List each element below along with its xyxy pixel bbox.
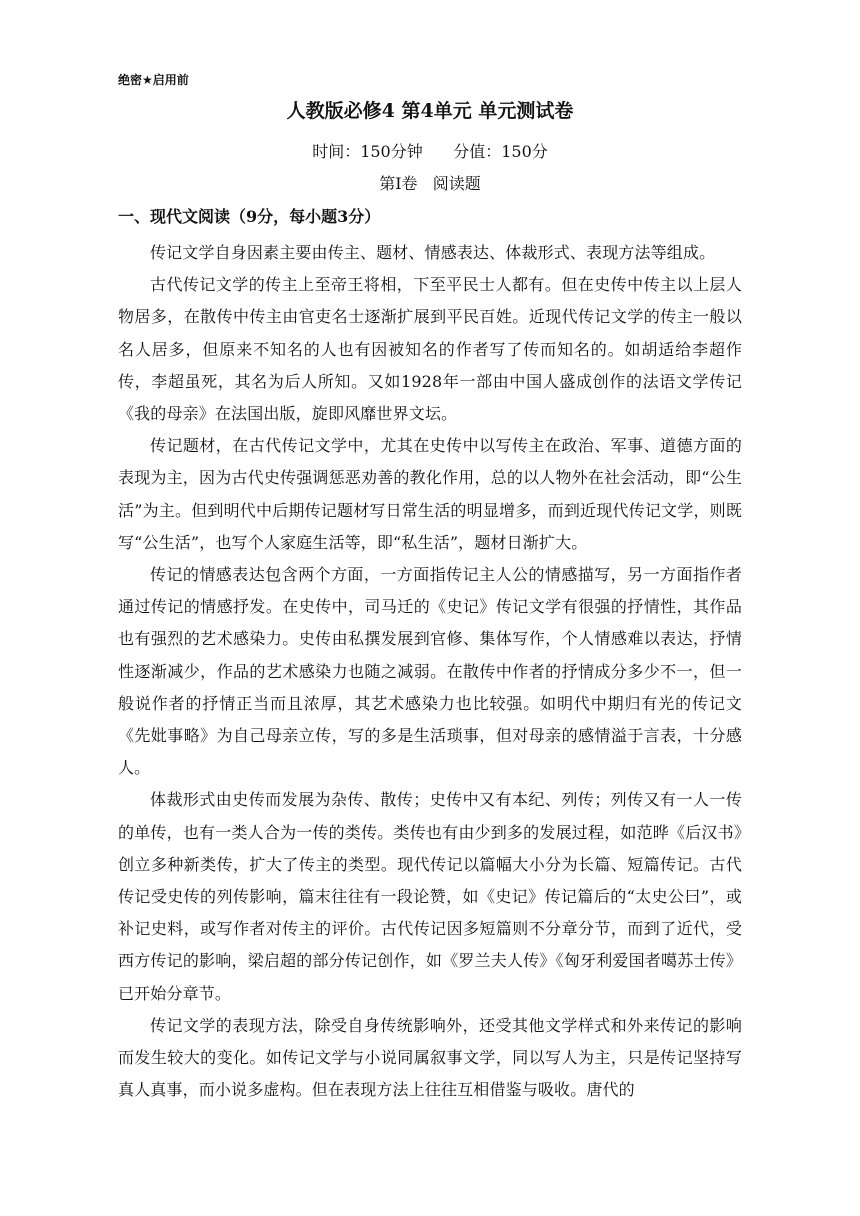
confidential-label: 绝密★启用前	[118, 73, 189, 87]
volume-heading: 第I卷 阅读题	[379, 174, 481, 193]
paragraph-2: 古代传记文学的传主上至帝王将相，下至平民士人都有。但在史传中传主以上层人物居多，在散传中传主由官吏名士逐渐扩展到平民百姓。近现代传记文学的传主一般以名人居多，但原来不知名的人也有因被知名的作者写了传而知名的。如胡适给李超作传，李超虽死，其名为后人所知。又如1928年一部由中国人盛成创作的法语文学传记《我的母亲》在法国出版，旋即风靡世界文坛。	[118, 275, 742, 424]
paragraph-3: 传记题材，在古代传记文学中，尤其在史传中以写传主在政治、军事、道德方面的表现为主，因为古代史传强调惩恶劝善的教化作用，总的以人物外在社会活动，即“公生活”为主。但到明代中后期传记题材写日常生活的明显增多，而到近现代传记文学，则既写“公生活”，也写个人家庭生活等，即“私生活”，题材日渐扩大。	[118, 436, 742, 552]
paragraph-4: 传记的情感表达包含两个方面，一方面指传记主人公的情感描写，另一方面指作者通过传记的情感抒发。在史传中，司马迁的《史记》传记文学有很强的抒情性，其作品也有强烈的艺术感染力。史传由私撰发展到官修、集体写作，个人情感难以表达，抒情性逐渐减少，作品的艺术感染力也随之减弱。在散传中作者的抒情成分多少不一，但一般说作者的抒情正当而且浓厚，其艺术感染力也比较强。如明代中期归有光的传记文《先妣事略》为自己母亲立传，写的多是生活琐事，但对母亲的感情溢于言表，十分感人。	[118, 565, 742, 778]
paragraph-6: 传记文学的表现方法，除受自身传统影响外，还受其他文学样式和外来传记的影响而发生较大的变化。如传记文学与小说同属叙事文学，同以写人为主，只是传记坚持写真人真事，而小说多虚构。但在表现方法上往往互相借鉴与吸收。唐代的	[118, 1015, 742, 1100]
section-heading: 一、现代文阅读（9分，每小题3分）	[118, 207, 381, 226]
exam-meta: 时间：150分钟 分值：150分	[312, 142, 548, 161]
page-title: 人教版必修4 第4单元 单元测试卷	[286, 100, 574, 122]
article-body	[118, 237, 742, 1106]
paragraph-5: 体裁形式由史传而发展为杂传、散传；史传中又有本纪、列传；列传又有一人一传的单传，也有一类人合为一传的类传。类传也有由少到多的发展过程，如范晔《后汉书》创立多种新类传，扩大了传主的类型。现代传记以篇幅大小分为长篇、短篇传记。古代传记受史传的列传影响，篇末往往有一段论赞，如《史记》传记篇后的“太史公曰”，或补记史料，或写作者对传主的评价。古代传记因多短篇则不分章分节，而到了近代，受西方传记的影响，梁启超的部分传记创作，如《罗兰夫人传》《匈牙利爱国者噶苏士传》已开始分章节。	[118, 790, 742, 1003]
paragraph-1: 传记文学自身因素主要由传主、题材、情感表达、体裁形式、表现方法等组成。	[150, 243, 716, 262]
